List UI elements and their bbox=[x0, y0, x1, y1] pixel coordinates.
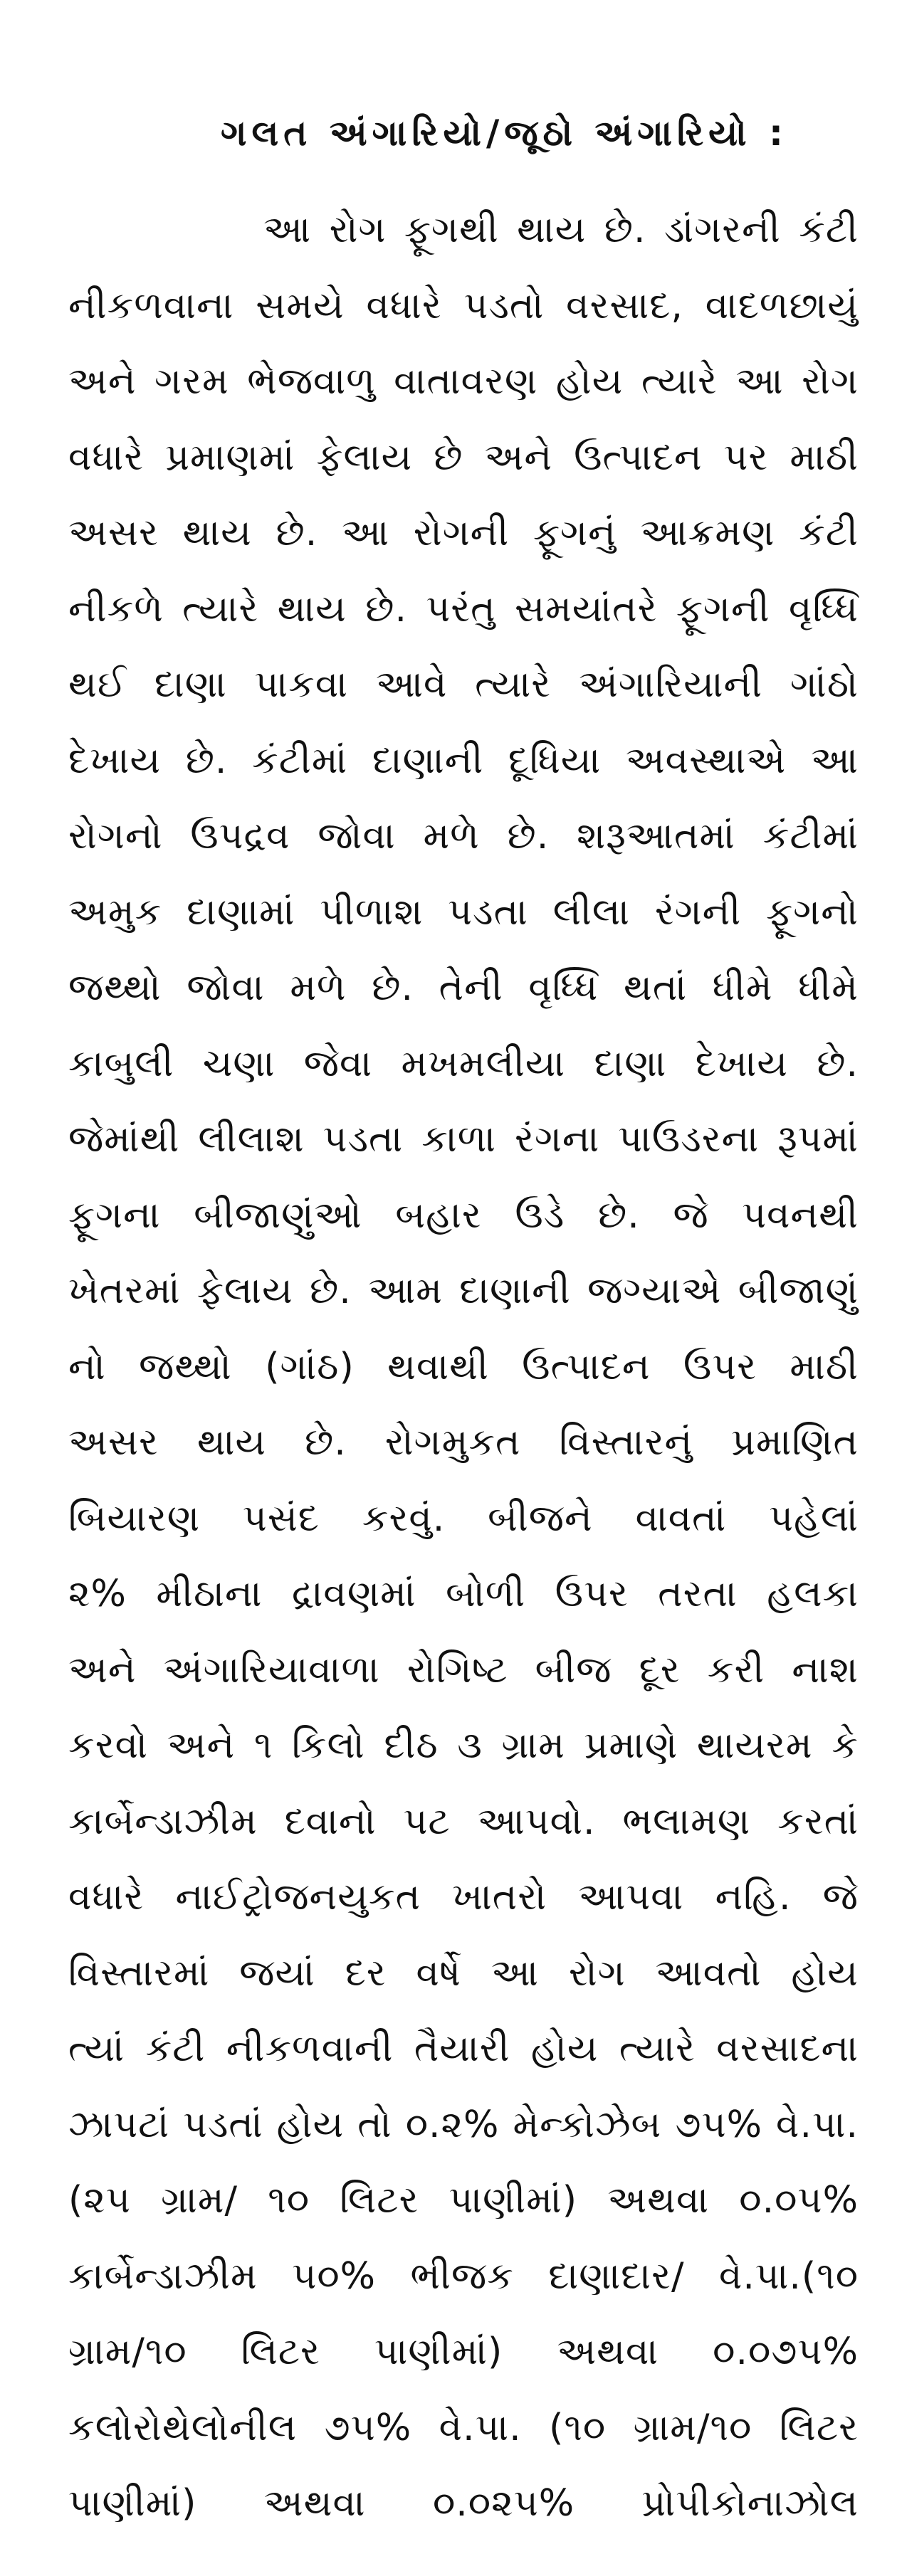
paragraph-line: જથ્થો જોવા મળે છે. તેની વૃધ્ધિ થતાં ધીમે ધીમે bbox=[68, 966, 859, 1009]
paragraph-line: અસર થાય છે. આ રોગની ફૂગનું આક્રમણ કંટી bbox=[68, 512, 859, 554]
paragraph-line: અને ગરમ ભેજવાળુ વાતાવરણ હોય ત્યારે આ રોગ bbox=[68, 360, 859, 403]
paragraph-line: બિયારણ પસંદ કરવું. બીજને વાવતાં પહેલાં bbox=[68, 1496, 859, 1540]
paragraph-line: જેમાંથી લીલાશ પડતા કાળા રંગના પાઉડરના રૂપમાં bbox=[68, 1118, 859, 1161]
section-heading: ગલત અંગારિયો/જૂઠો અંગારિયો : bbox=[221, 112, 789, 154]
paragraph-line: કલોરોથેલોનીલ ૭૫% વે.પા. (૧૦ ગ્રામ/૧૦ લિટર bbox=[68, 2406, 859, 2449]
body-paragraph bbox=[68, 192, 859, 2542]
paragraph-line: ત્યાં કંટી નીકળવાની તૈયારી હોય ત્યારે વરસાદના bbox=[68, 2027, 859, 2070]
paragraph-line: નીકળે ત્યારે થાય છે. પરંતુ સમયાંતરે ફૂગની વૃધ્ધિ bbox=[68, 587, 859, 630]
paragraph-line: વધારે નાઈટ્રોજનયુકત ખાતરો આપવા નહિ. જે bbox=[68, 1876, 859, 1918]
paragraph-line: વધારે પ્રમાણમાં ફેલાય છે અને ઉત્પાદન પર માઠી bbox=[68, 436, 859, 479]
paragraph-line: થઈ દાણા પાકવા આવે ત્યારે અંગારિયાની ગાંઠો bbox=[68, 663, 859, 706]
paragraph-line: ખેતરમાં ફેલાય છે. આમ દાણાની જગ્યાએ બીજાણું bbox=[68, 1269, 859, 1312]
paragraph-line: કાર્બેન્ડાઝીમ ૫૦% ભીજક દાણાદાર/ વે.પા.(૧૦ bbox=[68, 2254, 859, 2298]
paragraph-line: ૨% મીઠાના દ્રાવણમાં બોળી ઉપર તરતા હલકા bbox=[68, 1573, 859, 1615]
paragraph-line: કરવો અને ૧ કિલો દીઠ ૩ ગ્રામ પ્રમાણે થાયરમ કે bbox=[68, 1724, 859, 1767]
paragraph-line: રોગનો ઉપદ્રવ જોવા મળે છે. શરૂઆતમાં કંટીમાં bbox=[68, 815, 859, 857]
paragraph-line: પાણીમાં) અથવા ૦.૦૨૫% પ્રોપીકોનાઝોલ bbox=[68, 2482, 859, 2525]
paragraph-line: (૨૫ ગ્રામ/ ૧૦ લિટર પાણીમાં) અથવા ૦.૦૫% bbox=[68, 2179, 859, 2222]
paragraph-line: ગ્રામ/૧૦ લિટર પાણીમાં) અથવા ૦.૦૭૫% bbox=[68, 2330, 859, 2373]
paragraph-line: દેખાય છે. કંટીમાં દાણાની દૂધિયા અવસ્થાએ આ bbox=[68, 739, 859, 782]
paragraph-line: અને અંગારિયાવાળા રોગિષ્ટ બીજ દૂર કરી નાશ bbox=[68, 1648, 859, 1691]
paragraph-line: નો જથ્થો (ગાંઠ) થવાથી ઉત્પાદન ઉપર માઠી bbox=[68, 1345, 859, 1388]
paragraph-line: કાર્બેન્ડાઝીમ દવાનો પટ આપવો. ભલામણ કરતાં bbox=[68, 1800, 859, 1843]
paragraph-line: ઝાપટાં પડતાં હોય તો ૦.૨% મેન્કોઝેબ ૭૫% વે.પા. bbox=[68, 2103, 859, 2146]
paragraph-line: નીકળવાના સમયે વધારે પડતો વરસાદ, વાદળછાયું bbox=[68, 284, 859, 327]
paragraph-line: ફૂગના બીજાણુંઓ બહાર ઉડે છે. જે પવનથી bbox=[68, 1193, 859, 1237]
paragraph-line: આ રોગ ફૂગથી થાય છે. ડાંગરની કંટી bbox=[263, 208, 859, 251]
paragraph-line: કાબુલી ચણા જેવા મખમલીયા દાણા દેખાય છે. bbox=[68, 1042, 859, 1085]
paragraph-line: વિસ્તારમાં જયાં દર વર્ષે આ રોગ આવતો હોય bbox=[68, 1951, 859, 1995]
paragraph-line: અસર થાય છે. રોગમુકત વિસ્તારનું પ્રમાણિત bbox=[68, 1421, 859, 1464]
paragraph-line: અમુક દાણામાં પીળાશ પડતા લીલા રંગની ફૂગનો bbox=[68, 890, 859, 934]
